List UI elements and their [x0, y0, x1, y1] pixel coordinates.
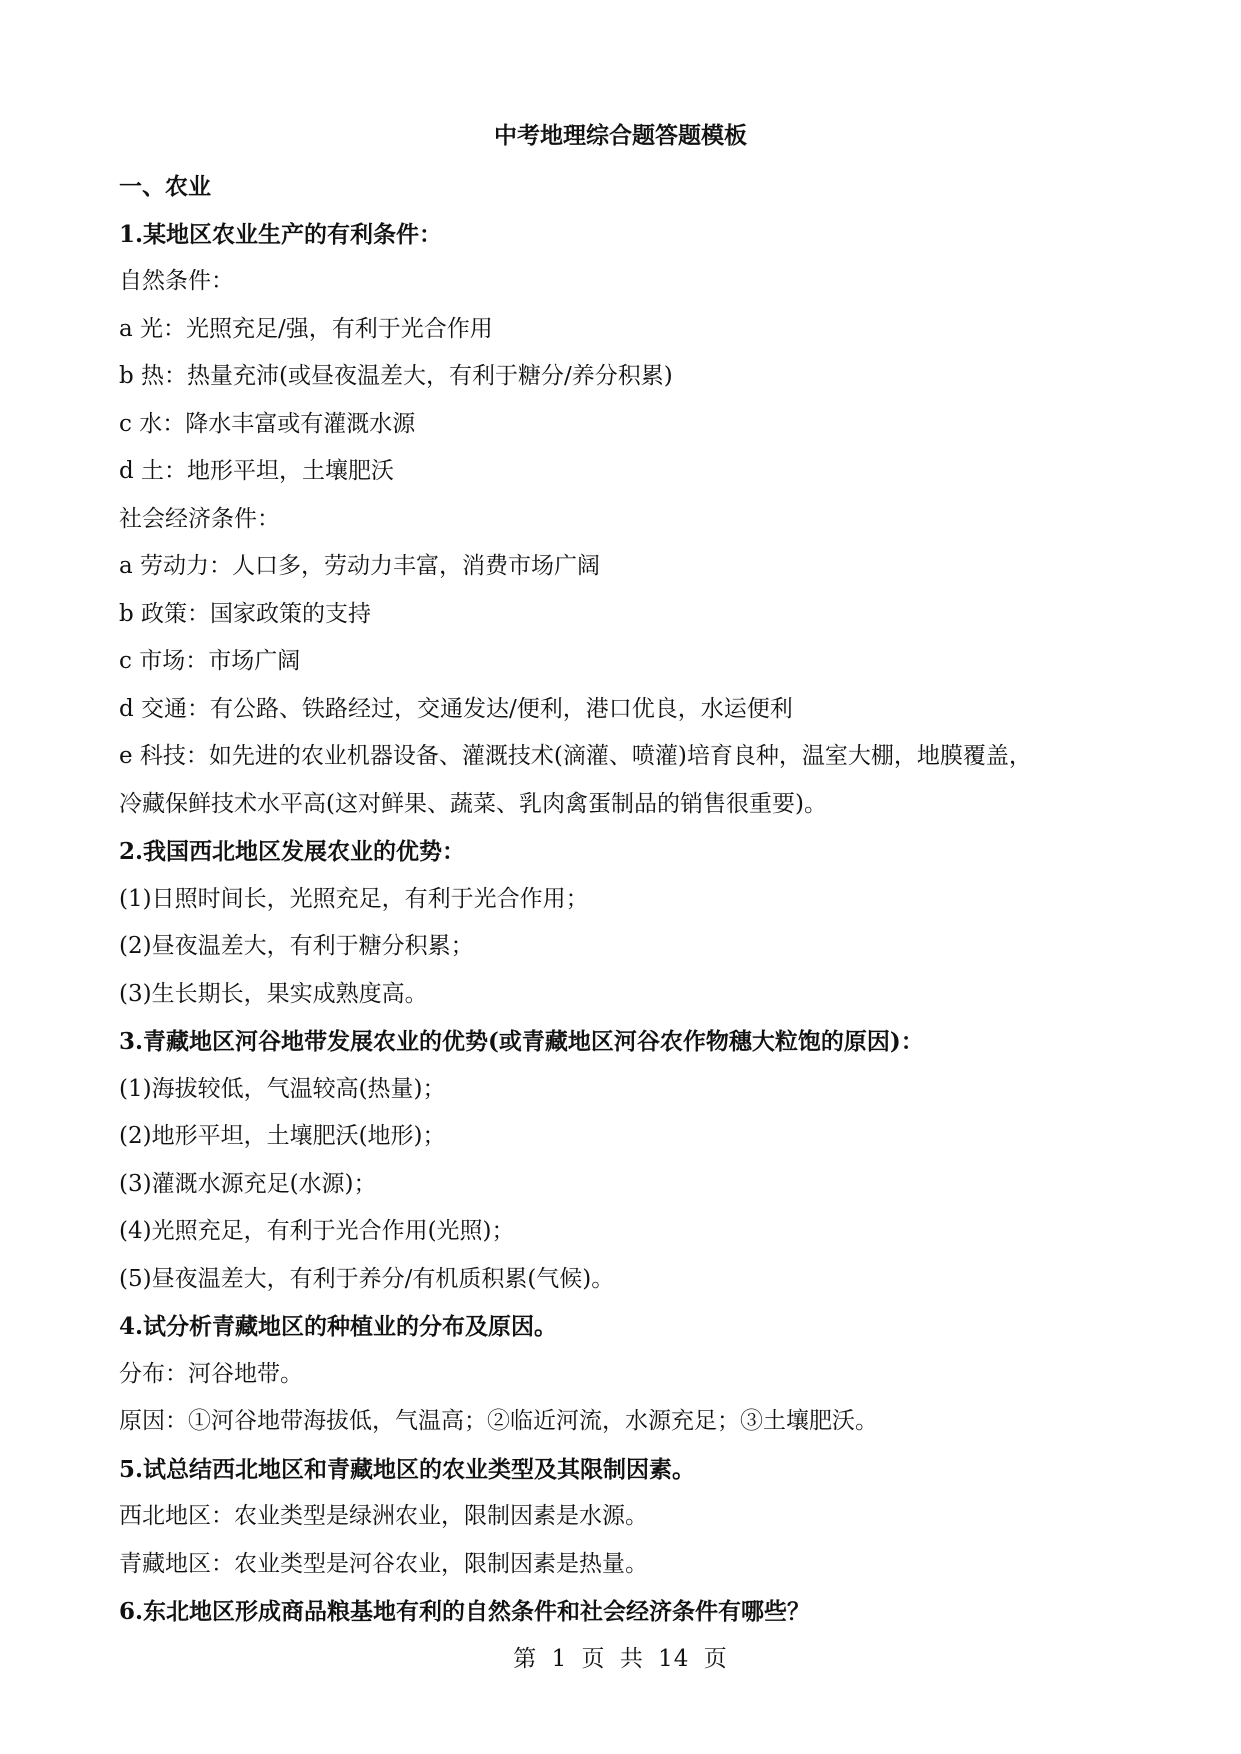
section-heading: 2.我国西北地区发展农业的优势： — [119, 838, 466, 865]
section-heading: 1.某地区农业生产的有利条件： — [119, 220, 443, 248]
text-line: b 政策：国家政策的支持 — [119, 600, 372, 627]
section-heading: 5.试总结西北地区和青藏地区的农业类型及其限制因素。 — [119, 1455, 696, 1483]
text-line: 西北地区：农业类型是绿洲农业，限制因素是水源。 — [119, 1503, 648, 1529]
text-line: (2)地形平坦，土壤肥沃(地形)； — [119, 1123, 446, 1149]
text-line: a 光：光照充足/强，有利于光合作用 — [119, 315, 493, 342]
document-body — [119, 163, 1129, 1636]
text-line: 自然条件： — [119, 268, 234, 294]
text-line: 社会经济条件： — [119, 505, 280, 532]
text-line: 原因：①河谷地带海拔低，气温高；②临近河流，水源充足；③土壤肥沃。 — [119, 1408, 878, 1434]
text-line: 青藏地区：农业类型是河谷农业，限制因素是热量。 — [119, 1550, 648, 1577]
document-title: 中考地理综合题答题模板 — [494, 122, 747, 149]
text-line: (2)昼夜温差大，有利于糖分积累； — [119, 933, 474, 959]
text-line: c 市场：市场广阔 — [119, 648, 301, 674]
text-line: (1)日照时间长，光照充足，有利于光合作用； — [119, 885, 589, 912]
text-line: b 热：热量充沛(或昼夜温差大，有利于糖分/养分积累) — [119, 363, 673, 389]
section-heading: 4.试分析青藏地区的种植业的分布及原因。 — [119, 1313, 558, 1340]
text-line: (3)灌溉水源充足(水源)； — [119, 1170, 377, 1197]
section-heading: 一、农业 — [119, 173, 211, 200]
page-footer: 第 1 页 共 14 页 — [513, 1646, 728, 1672]
text-line: 冷藏保鲜技术水平高(这对鲜果、蔬菜、乳肉禽蛋制品的销售很重要)。 — [119, 790, 827, 817]
section-heading: 6.东北地区形成商品粮基地有利的自然条件和社会经济条件有哪些？ — [119, 1598, 811, 1625]
text-line: (1)海拔较低，气温较高(热量)； — [119, 1075, 446, 1102]
text-line: d 土：地形平坦，土壤肥沃 — [119, 458, 395, 484]
text-line: c 水：降水丰富或有灌溉水源 — [119, 410, 416, 437]
text-line: (5)昼夜温差大，有利于养分/有机质积累(气候)。 — [119, 1265, 615, 1292]
text-line: a 劳动力：人口多，劳动力丰富，消费市场广阔 — [119, 553, 601, 579]
text-line: (3)生长期长，果实成熟度高。 — [119, 980, 428, 1007]
text-line: d 交通：有公路、铁路经过，交通发达/便利，港口优良，水运便利 — [119, 695, 793, 722]
text-line: 分布：河谷地带。 — [119, 1360, 303, 1387]
text-line: e 科技：如先进的农业机器设备、灌溉技术(滴灌、喷灌)培育良种，温室大棚，地膜覆盖， — [119, 743, 1032, 769]
text-line: (4)光照充足，有利于光合作用(光照)； — [119, 1218, 515, 1244]
section-heading: 3.青藏地区河谷地带发展农业的优势(或青藏地区河谷农作物穗大粒饱的原因)： — [119, 1028, 924, 1055]
